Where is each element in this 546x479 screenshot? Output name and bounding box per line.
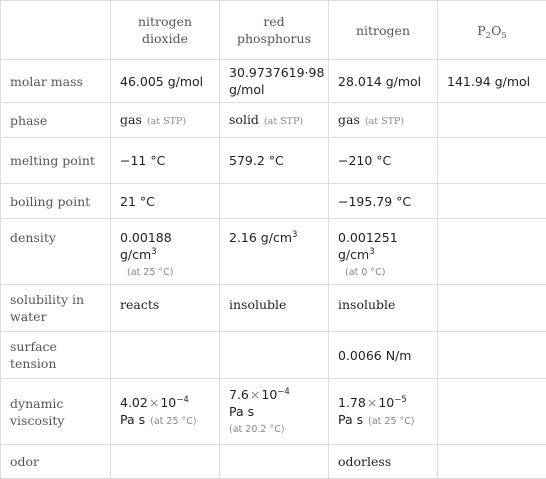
cell-odor-n2: odorless [329, 445, 438, 479]
row-label-surface-tension: surface tension [1, 332, 111, 379]
cell-boiling-no2: 21 °C [111, 184, 220, 219]
cell-solubility-red-p: insoluble [220, 285, 329, 332]
cell-viscosity-p2o5 [438, 379, 546, 445]
condition-note: (at 20.2 °C) [229, 421, 319, 438]
condition-note: (at 0 °C) [345, 264, 428, 281]
row-label-viscosity: dynamic viscosity [1, 379, 111, 445]
cell-phase-no2 [111, 103, 220, 138]
table-row-phase [1, 103, 546, 138]
power-exponent: −5 [394, 395, 407, 405]
cell-boiling-n2: −195.79 °C [329, 184, 438, 219]
cell-surface-red-p [220, 332, 329, 379]
cell-surface-p2o5 [438, 332, 546, 379]
row-label-phase: phase [1, 103, 111, 138]
value-text: gas [338, 112, 360, 127]
value-text: gas [120, 112, 142, 127]
cell-density-p2o5 [438, 219, 546, 285]
cell-molar-mass-no2: 46.005 g/mol [111, 60, 220, 103]
column-header-nitrogen: nitrogen [329, 1, 438, 60]
table-row-surface-tension [1, 332, 546, 379]
value-number: 0.001251 [338, 230, 398, 245]
cell-melting-red-p: 579.2 °C [220, 138, 329, 184]
condition-note: (at STP) [147, 116, 186, 127]
cell-surface-no2 [111, 332, 220, 379]
table-row-molar-mass [1, 60, 546, 103]
cell-melting-p2o5 [438, 138, 546, 184]
value-unit: Pa s [229, 404, 254, 419]
row-label-boiling-point: boiling point [1, 184, 111, 219]
cell-boiling-p2o5 [438, 184, 546, 219]
cell-molar-mass-red-p: 30.9737619·98 g/mol [220, 60, 329, 103]
cell-odor-red-p [220, 445, 329, 479]
cell-viscosity-red-p [220, 379, 329, 445]
cell-solubility-p2o5 [438, 285, 546, 332]
cell-molar-mass-p2o5: 141.94 g/mol [438, 60, 546, 103]
unit-exponent: 3 [292, 230, 297, 240]
cell-odor-p2o5 [438, 445, 546, 479]
power-base: 10 [160, 395, 176, 410]
column-header-nitrogen-dioxide: nitrogen dioxide [111, 1, 220, 60]
column-header-red-phosphorus: red phosphorus [220, 1, 329, 60]
condition-note: (at 25 °C) [368, 416, 414, 427]
value-unit: Pa s [120, 412, 145, 427]
column-header-p2o5 [438, 1, 546, 60]
header-row [1, 1, 546, 60]
times-sign: × [366, 395, 378, 410]
condition-note: (at 25 °C) [150, 416, 196, 427]
mantissa: 4.02 [120, 395, 148, 410]
row-label-density: density [1, 219, 111, 285]
cell-solubility-n2: insoluble [329, 285, 438, 332]
cell-phase-red-p [220, 103, 329, 138]
table-row-odor [1, 445, 546, 479]
mantissa: 1.78 [338, 395, 366, 410]
times-sign: × [148, 395, 160, 410]
condition-note: (at 25 °C) [127, 264, 210, 281]
cell-viscosity-no2 [111, 379, 220, 445]
power-exponent: −4 [277, 387, 290, 397]
power-base: 10 [261, 387, 277, 402]
table-row-boiling-point [1, 184, 546, 219]
unit-exponent: 3 [369, 247, 374, 257]
row-label-solubility: solubility in water [1, 285, 111, 332]
row-label-melting-point: melting point [1, 138, 111, 184]
value-unit: g/cm [338, 247, 369, 262]
cell-boiling-red-p [220, 184, 329, 219]
value-number: 0.00188 [120, 230, 172, 245]
formula-sub-5: 5 [501, 31, 506, 41]
cell-solubility-no2: reacts [111, 285, 220, 332]
row-label-odor: odor [1, 445, 111, 479]
cell-viscosity-n2 [329, 379, 438, 445]
times-sign: × [249, 387, 261, 402]
condition-note: (at STP) [365, 116, 404, 127]
value-text: 2.16 g/cm [229, 230, 292, 245]
formula-p: P [477, 23, 485, 38]
power-base: 10 [378, 395, 394, 410]
cell-odor-no2 [111, 445, 220, 479]
cell-melting-no2: −11 °C [111, 138, 220, 184]
power-exponent: −4 [176, 395, 189, 405]
row-label-molar-mass: molar mass [1, 60, 111, 103]
corner-cell [1, 1, 111, 60]
cell-density-n2 [329, 219, 438, 285]
value-unit: g/cm [120, 247, 151, 262]
table-row-viscosity [1, 379, 546, 445]
table-row-solubility [1, 285, 546, 332]
unit-exponent: 3 [151, 247, 156, 257]
formula-sub-2: 2 [486, 31, 491, 41]
table-row-melting-point [1, 138, 546, 184]
condition-note: (at STP) [264, 116, 303, 127]
value-text: solid [229, 112, 259, 127]
cell-phase-n2 [329, 103, 438, 138]
mantissa: 7.6 [229, 387, 249, 402]
formula-o: O [491, 23, 501, 38]
cell-molar-mass-n2: 28.014 g/mol [329, 60, 438, 103]
cell-density-red-p [220, 219, 329, 285]
cell-melting-n2: −210 °C [329, 138, 438, 184]
cell-phase-p2o5 [438, 103, 546, 138]
table-row-density [1, 219, 546, 285]
cell-surface-n2: 0.0066 N/m [329, 332, 438, 379]
value-unit: Pa s [338, 412, 363, 427]
cell-density-no2 [111, 219, 220, 285]
